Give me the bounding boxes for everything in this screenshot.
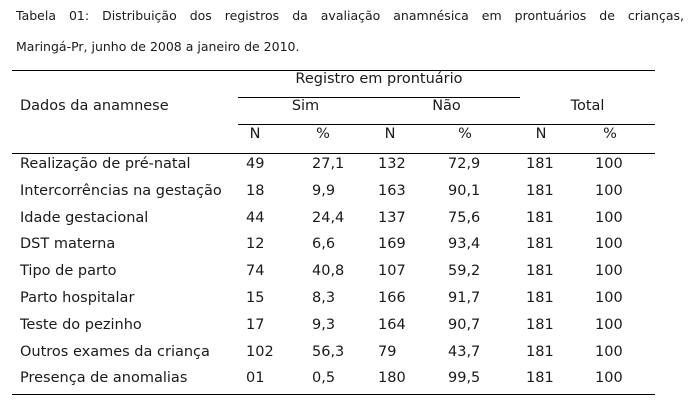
table-cell-sim-pct: 8,3 — [312, 290, 336, 306]
table-cell-sim-pct: 9,9 — [312, 182, 336, 199]
table-cell-total-pct: 100 — [595, 236, 623, 253]
table-cell-nao-n: 166 — [378, 290, 406, 306]
table-cell-sim-pct: 6,6 — [312, 236, 336, 253]
table-cell-nao-pct: 90,7 — [448, 316, 481, 333]
table-cell-sim-pct: 40,8 — [312, 263, 345, 280]
table-cell-total-pct: 100 — [595, 209, 623, 226]
table-cell-label: Presença de anomalias — [20, 370, 188, 387]
table-cell-total-n: 181 — [526, 209, 554, 226]
table-cell-nao-pct: 99,5 — [448, 370, 481, 387]
table-cell-sim-n: 01 — [246, 370, 265, 387]
table-cell-sim-pct: 9,3 — [312, 316, 336, 333]
col-header-nao-n: N — [384, 126, 396, 142]
nao-header: Não — [432, 98, 461, 114]
table-cell-sim-pct: 24,4 — [312, 209, 345, 226]
table-cell-nao-n: 137 — [378, 209, 406, 226]
table-cell-sim-n: 44 — [246, 209, 265, 226]
table-cell-label: Outros exames da criança — [20, 343, 210, 360]
table-cell-nao-pct: 91,7 — [448, 290, 481, 306]
table-cell-total-pct: 100 — [595, 263, 623, 280]
table-cell-nao-pct: 72,9 — [448, 156, 481, 172]
table-cell-total-pct: 100 — [595, 156, 623, 172]
sim-header: Sim — [291, 98, 320, 114]
row-label-header: Dados da anamnese — [20, 98, 169, 114]
table-cell-nao-n: 163 — [378, 182, 406, 199]
table-cell-label: Idade gestacional — [20, 209, 149, 226]
table-cell-sim-pct: 56,3 — [312, 343, 345, 360]
rule-header-bottom — [12, 153, 655, 154]
table-cell-nao-n: 107 — [378, 263, 406, 280]
table-cell-nao-pct: 75,6 — [448, 209, 481, 226]
table-cell-label: DST materna — [20, 236, 116, 253]
table-cell-sim-n: 17 — [246, 316, 265, 333]
table-cell-nao-pct: 90,1 — [448, 182, 481, 199]
table-cell-total-n: 181 — [526, 316, 554, 333]
rule-bottom — [12, 394, 655, 395]
table-cell-nao-n: 132 — [378, 156, 406, 172]
table-cell-sim-n: 18 — [246, 182, 265, 199]
table-cell-sim-n: 15 — [246, 290, 265, 306]
table-cell-total-n: 181 — [526, 182, 554, 199]
col-header-nao-pct: % — [458, 126, 472, 142]
table-cell-total-n: 181 — [526, 263, 554, 280]
group-header: Registro em prontuário — [295, 71, 463, 87]
col-header-sim-n: N — [249, 126, 261, 142]
table-cell-nao-pct: 59,2 — [448, 263, 481, 280]
table-cell-total-n: 181 — [526, 370, 554, 387]
table-cell-total-pct: 100 — [595, 343, 623, 360]
col-header-total-pct: % — [603, 126, 617, 142]
total-header: Total — [570, 98, 605, 114]
table-cell-total-n: 181 — [526, 290, 554, 306]
table-cell-label: Realização de pré-natal — [20, 156, 191, 172]
table-cell-total-n: 181 — [526, 236, 554, 253]
table-cell-label: Teste do pezinho — [20, 316, 142, 333]
table-cell-total-pct: 100 — [595, 182, 623, 199]
table-cell-label: Parto hospitalar — [20, 290, 135, 306]
table-cell-sim-n: 12 — [246, 236, 265, 253]
table-cell-sim-n: 102 — [246, 343, 274, 360]
table-cell-sim-n: 74 — [246, 263, 265, 280]
table-cell-sim-pct: 27,1 — [312, 156, 345, 172]
table-cell-sim-n: 49 — [246, 156, 265, 172]
col-header-total-n: N — [535, 126, 547, 142]
table-cell-nao-n: 79 — [378, 343, 397, 360]
table-cell-label: Tipo de parto — [20, 263, 117, 280]
table-cell-sim-pct: 0,5 — [312, 370, 336, 387]
table-caption-line1: Tabela 01: Distribuição dos registros da avaliação anamnésica em prontuários de crianças, — [16, 8, 684, 23]
col-header-sim-pct: % — [316, 126, 330, 142]
table-cell-nao-pct: 93,4 — [448, 236, 481, 253]
table-cell-total-n: 181 — [526, 156, 554, 172]
table-cell-label: Intercorrências na gestação — [20, 182, 222, 199]
table-cell-nao-pct: 43,7 — [448, 343, 481, 360]
table-caption-line2: Maringá-Pr, junho de 2008 a janeiro de 2010. — [16, 39, 300, 54]
table-cell-nao-n: 164 — [378, 316, 406, 333]
table-cell-total-pct: 100 — [595, 290, 623, 306]
table-cell-total-n: 181 — [526, 343, 554, 360]
table-cell-total-pct: 100 — [595, 370, 623, 387]
table-cell-nao-n: 169 — [378, 236, 406, 253]
table-cell-total-pct: 100 — [595, 316, 623, 333]
table-cell-nao-n: 180 — [378, 370, 406, 387]
